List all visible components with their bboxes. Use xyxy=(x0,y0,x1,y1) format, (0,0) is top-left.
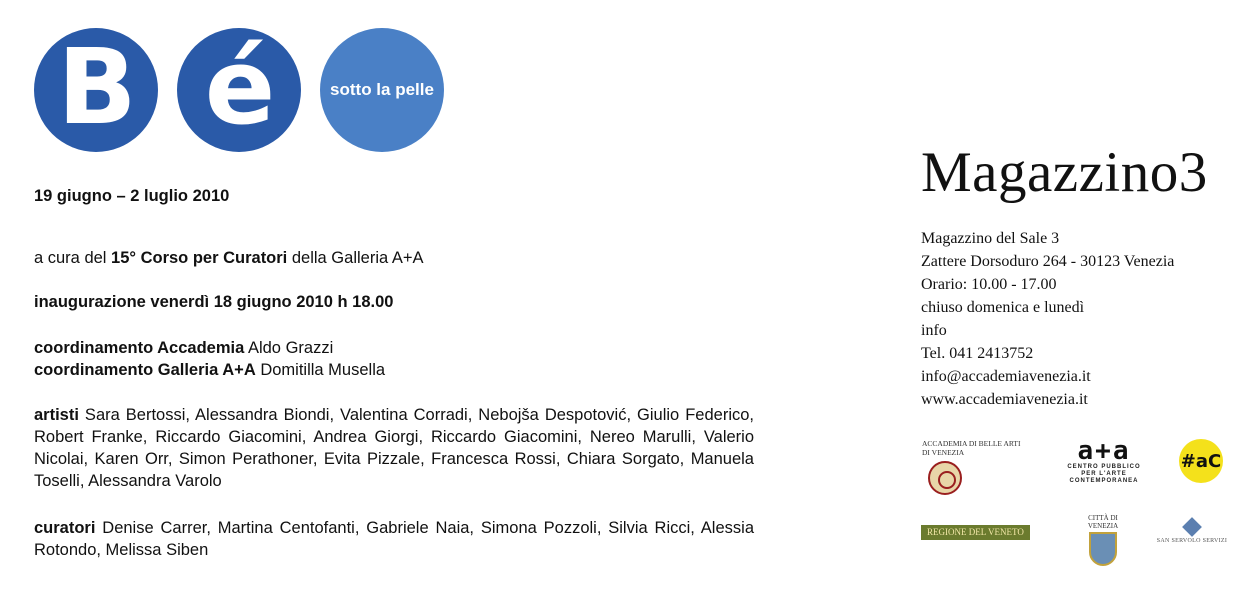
venue-info xyxy=(921,227,1174,411)
coordination-academy-label: coordinamento Accademia xyxy=(34,339,245,357)
logo-tagline: sotto la pelle xyxy=(330,80,434,99)
yellow-ac-logo: #aC xyxy=(1179,439,1223,483)
coordination-academy xyxy=(34,337,385,359)
venue-info-label: info xyxy=(921,322,947,339)
shield-icon xyxy=(1089,532,1117,566)
logo-letter-b: B xyxy=(57,26,135,148)
apa-subtitle xyxy=(1054,464,1154,485)
coordination-gallery xyxy=(34,359,385,381)
venue-line: Zattere Dorsoduro 264 - 30123 Venezia xyxy=(921,253,1175,270)
coordination-gallery-name: Domitilla Musella xyxy=(255,361,386,379)
curated-course: 15° Corso per Curatori xyxy=(111,249,288,267)
san-servolo-text: SAN SERVOLO SERVIZI xyxy=(1156,538,1228,544)
artists xyxy=(34,404,754,492)
apa-subtitle-line: CENTRO PUBBLICO xyxy=(1067,464,1141,470)
inauguration: inaugurazione venerdì 18 giugno 2010 h 18.00 xyxy=(34,293,394,311)
venue-closed: chiuso domenica e lunedì xyxy=(921,299,1085,316)
coordination-gallery-label: coordinamento Galleria A+A xyxy=(34,361,256,379)
venue-website[interactable]: www.accademiavenezia.it xyxy=(921,391,1088,408)
citta-logo-text xyxy=(1082,514,1124,530)
curated-by xyxy=(34,247,424,269)
apa-logo xyxy=(1054,438,1154,485)
citta-logo-line: VENEZIA xyxy=(1087,522,1119,530)
accademia-logo-line: ACCADEMIA DI BELLE ARTI xyxy=(922,439,1021,448)
curators-label: curatori xyxy=(34,519,96,537)
venue-title: Magazzino3 xyxy=(921,141,1208,204)
apa-subtitle-line: PER L'ARTE CONTEMPORANEA xyxy=(1069,471,1139,484)
artists-names: Sara Bertossi, Alessandra Biondi, Valentina Corradi, Nebojša Despotović, Giulio Federico, Robert Franke, Riccardo Giacomini, Andrea Giorgi, Riccardo Giacomini, Nereo Marulli, Valerio Nicolai, Karen Orr, Simon Perathoner, Evita Pizzale, Francesca Rossi, Chiara Sorgato, Manuela Toselli, Alessandra Varolo xyxy=(34,406,754,490)
diamond-icon xyxy=(1182,517,1202,537)
curated-prefix: a cura del xyxy=(34,249,112,267)
accademia-logo-line: DI VENEZIA xyxy=(922,448,965,457)
venue-email[interactable]: info@accademiavenezia.it xyxy=(921,368,1091,385)
citta-logo-line: CITTÀ DI xyxy=(1088,514,1118,522)
accademia-seal-icon xyxy=(928,461,962,495)
venue-hours: Orario: 10.00 - 17.00 xyxy=(921,276,1057,293)
venue-line: Magazzino del Sale 3 xyxy=(921,230,1060,247)
logo-circle-e xyxy=(177,28,301,152)
logo-circle-tagline xyxy=(320,28,444,152)
accademia-logo xyxy=(922,439,1032,501)
logo-letter-e: é xyxy=(204,26,274,148)
apa-mark: a+a xyxy=(1077,436,1131,466)
curators xyxy=(34,517,754,561)
accademia-logo-text xyxy=(922,439,1032,457)
exhibition-dates: 19 giugno – 2 luglio 2010 xyxy=(34,187,230,205)
curators-names: Denise Carrer, Martina Centofanti, Gabriele Naia, Simona Pozzoli, Silvia Ricci, Alessia Rotondo, Melissa Siben xyxy=(34,519,754,559)
regione-veneto-logo: REGIONE DEL VENETO xyxy=(921,525,1030,540)
artists-label: artisti xyxy=(34,406,79,424)
curated-suffix: della Galleria A+A xyxy=(287,249,424,267)
logo-circle-b xyxy=(34,28,158,152)
coordination-academy-name: Aldo Grazzi xyxy=(244,339,334,357)
citta-venezia-logo xyxy=(1082,514,1124,566)
san-servolo-logo xyxy=(1156,520,1228,544)
coordination xyxy=(34,337,385,381)
venue-phone: Tel. 041 2413752 xyxy=(921,345,1034,362)
